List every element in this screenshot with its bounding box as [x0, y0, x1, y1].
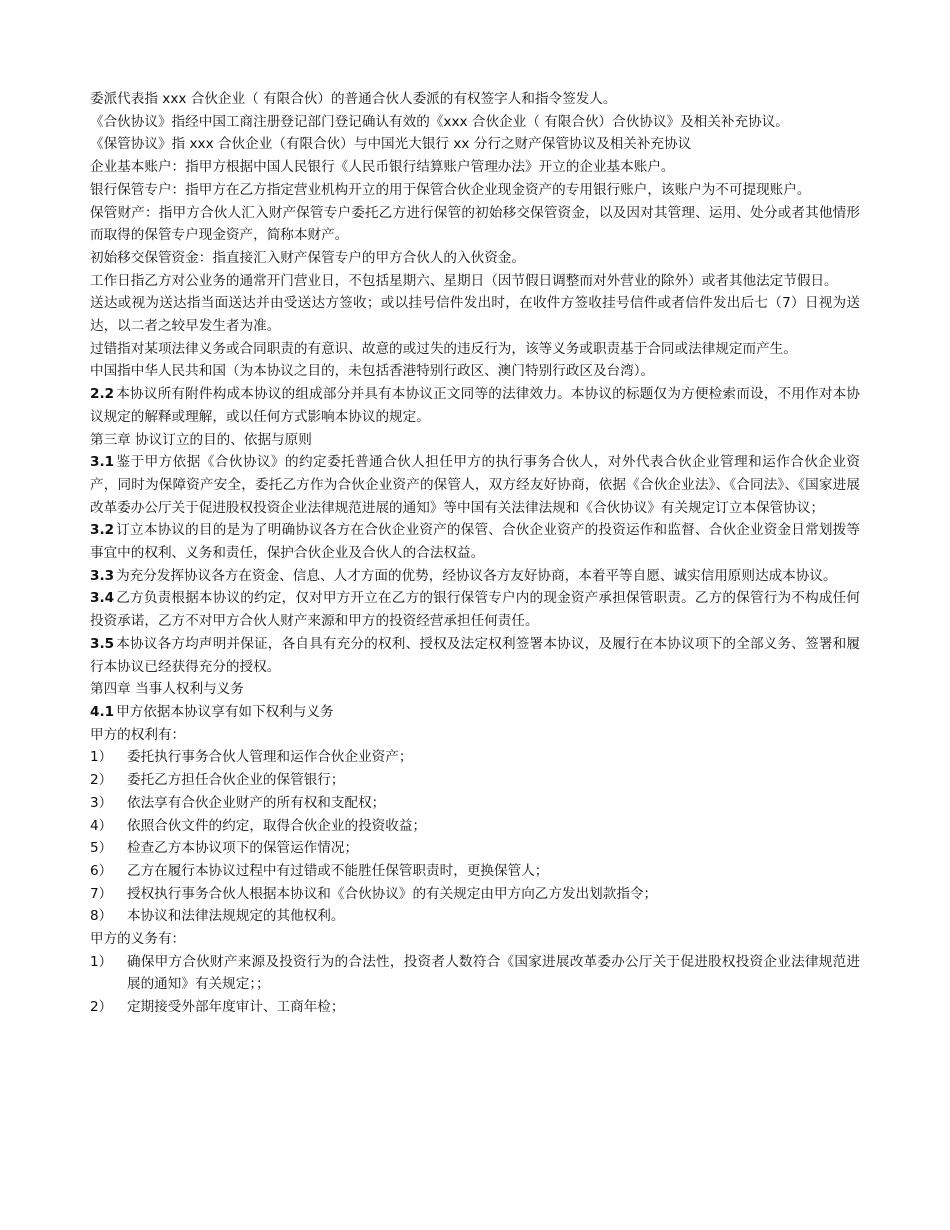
definition-custody-property: 保管财产：指甲方合伙人汇入财产保管专户委托乙方进行保管的初始移交保管资金，以及因对其管理、运用、处分或者其他情形而取得的保管专户现金资产，简称本财产。 [90, 204, 860, 244]
list-item [90, 905, 860, 928]
definition-working-day: 工作日指乙方对公业务的通常开门营业日，不包括星期六、星期日（因节假日调整而对外营业的除外）或者其他法定节假日。 [90, 272, 838, 289]
list-item [90, 746, 860, 769]
section-number: 3.5 [90, 635, 115, 652]
list-item-number: 6） [90, 862, 113, 879]
list-item-number: 4） [90, 817, 113, 834]
list-item-text: 定期接受外部年度审计、工商年检； [127, 999, 345, 1016]
definition-basic-account: 企业基本账户：指甲方根据中国人民银行《人民币银行结算账户管理办法》开立的企业基本账户。 [90, 159, 675, 176]
rights-heading: 甲方的权利有： [90, 726, 186, 743]
section-text: 本协议各方均声明并保证，各自具有充分的权利、授权及法定权利签署本协议，及履行在本协议项下的全部义务、签署和履行本协议已经获得充分的授权。 [90, 635, 860, 675]
section-number: 3.4 [90, 590, 115, 607]
definition-partnership-agreement: 《合伙协议》指经中国工商注册登记部门登记确认有效的《xxx 合伙企业（ 有限合伙）合伙协议》及相关补充协议。 [90, 113, 789, 130]
definition-delegate-representative: 委派代表指 xxx 合伙企业（ 有限合伙）的普通合伙人委派的有权签字人和指令签发人。 [90, 91, 617, 107]
rights-list [90, 746, 860, 928]
section-text: 本协议所有附件构成本协议的组成部分并具有本协议正文同等的法律效力。本协议的标题仅为方便检索而设，不用作对本协议规定的解释或理解，或以任何方式影响本协议的规定。 [90, 386, 860, 425]
list-item [90, 815, 860, 838]
section-text: 鉴于甲方依据《合伙协议》的约定委托普通合伙人担任甲方的执行事务合伙人，对外代表合伙企业管理和运作合伙企业资产，同时为保障资产安全，委托乙方作为合伙企业资产的保管人，双方经友好协商，依据《合伙企业法》、《合同法》、《国家进展改革委办公厅关于促进股权投资企业法律规范进展的通知》等中国有关法律法规和《合伙协议》有关规定订立本保管协议； [90, 454, 860, 516]
definition-delivery: 送达或视为送达指当面送达并由受送达方签收；或以挂号信件发出时，在收件方签收挂号信件或者信件发出后七（7）日视为送达，以二者之较早发生者为准。 [90, 295, 860, 335]
duties-list [90, 951, 860, 1019]
list-item-text: 依照合伙文件的约定，取得合伙企业的投资收益； [127, 817, 427, 834]
section-3-2 [90, 519, 860, 564]
list-item-number: 2） [90, 772, 113, 789]
section-4-1 [90, 701, 860, 724]
definition-initial-funds: 初始移交保管资金：指直接汇入财产保管专户的甲方合伙人的入伙资金。 [90, 249, 525, 266]
list-item-text: 检查乙方本协议项下的保管运作情况； [127, 840, 359, 857]
list-item-number: 7） [90, 885, 113, 902]
list-item-text: 委托执行事务合伙人管理和运作合伙企业资产； [127, 749, 413, 766]
definition-fault: 过错指对某项法律义务或合同职责的有意识、故意的或过失的违反行为，该等义务或职责基于合同或法律规定而产生。 [90, 340, 797, 357]
list-item [90, 951, 860, 996]
list-item-text: 授权执行事务合伙人根据本协议和《合伙协议》的有关规定由甲方向乙方发出划款指令； [127, 885, 658, 902]
list-item-number: 3） [90, 794, 113, 811]
list-item-number: 8） [90, 908, 113, 925]
chapter-3-heading: 第三章 协议订立的目的、依据与原则 [90, 431, 312, 448]
document-body [90, 88, 860, 1019]
section-3-1 [90, 451, 860, 519]
list-item [90, 837, 860, 860]
list-item-number: 1） [90, 953, 113, 970]
section-3-3 [90, 565, 860, 588]
section-text: 为充分发挥协议各方在资金、信息、人才方面的优势，经协议各方友好协商，本着平等自愿、诚实信用原则达成本协议。 [116, 567, 837, 584]
section-text: 甲方依据本协议享有如下权利与义务 [116, 703, 334, 720]
section-number: 4.1 [90, 703, 115, 720]
section-number: 2.2 [90, 386, 115, 403]
list-item [90, 769, 860, 792]
list-item-text: 依法享有合伙企业财产的所有权和支配权； [127, 794, 386, 811]
list-item-text: 乙方在履行本协议过程中有过错或不能胜任保管职责时，更换保管人； [127, 862, 549, 879]
duties-heading: 甲方的义务有： [90, 931, 186, 948]
list-item-text: 本协议和法律法规规定的其他权利。 [127, 908, 345, 925]
section-3-4 [90, 587, 860, 632]
list-item [90, 883, 860, 906]
list-item [90, 996, 860, 1019]
section-text: 乙方负责根据本协议的约定，仅对甲方开立在乙方的银行保管专户内的现金资产承担保管职责。乙方的保管行为不构成任何投资承诺，乙方不对甲方合伙人财产来源和甲方的投资经营承担任何责任。 [90, 590, 860, 630]
definition-china: 中国指中华人民共和国（为本协议之目的，未包括香港特别行政区、澳门特别行政区及台湾）。 [90, 363, 655, 380]
definition-custody-agreement: 《保管协议》指 xxx 合伙企业（有限合伙）与中国光大银行 xx 分行之财产保管协议及相关补充协议 [90, 136, 692, 153]
definitions-list [90, 88, 860, 383]
section-number: 3.2 [90, 522, 115, 539]
list-item [90, 792, 860, 815]
list-item-number: 5） [90, 840, 113, 857]
list-item-number: 1） [90, 749, 113, 766]
section-number: 3.1 [90, 454, 115, 471]
section-2-2 [90, 383, 860, 428]
chapter-4-heading: 第四章 当事人权利与义务 [90, 681, 244, 698]
section-number: 3.3 [90, 567, 115, 584]
section-3-5 [90, 633, 860, 678]
list-item-number: 2） [90, 999, 113, 1016]
list-item [90, 860, 860, 883]
definition-custody-account: 银行保管专户：指甲方在乙方指定营业机构开立的用于保管合伙企业现金资产的专用银行账户，该账户为不可提现账户。 [90, 181, 811, 198]
list-item-text: 委托乙方担任合伙企业的保管银行； [127, 772, 345, 789]
list-item-text: 确保甲方合伙财产来源及投资行为的合法性，投资者人数符合《国家进展改革委办公厅关于促进股权投资企业法律规范进展的通知》有关规定；； [127, 953, 860, 993]
section-text: 订立本协议的目的是为了明确协议各方在合伙企业资产的保管、合伙企业资产的投资运作和监督、合伙企业资金日常划拨等事宜中的权利、义务和责任，保护合伙企业及合伙人的合法权益。 [90, 522, 860, 562]
